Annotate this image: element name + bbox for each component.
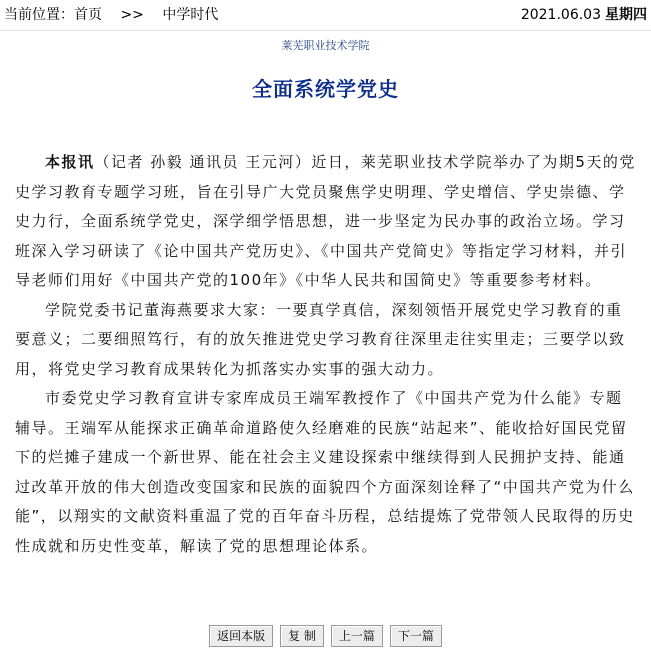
previous-article-button[interactable]: 上一篇 [331, 625, 383, 647]
breadcrumb-section[interactable]: 中学时代 [162, 7, 219, 23]
paper-name: 莱芜职业技术学院 [281, 39, 370, 52]
breadcrumb-location[interactable]: 当前位置：首页 [4, 7, 102, 23]
article-lead: 本报讯 [45, 153, 95, 171]
article-paragraph-3: 市委党史学习教育宣讲专家库成员王端军教授作了《中国共产党为什么能》专题辅导。王端军从能探求正确革命道路使久经磨难的民族“站起来”、能收拾好国民党留下的烂摊子建成一个新世界、能在社会主义建设探索中继续得到人民拥护支持、能通过改革开放的伟大创造改变国家和民族的面貌四个方面深刻诠释了“中国共产党为什么能”，以翔实的文献资料重温了党的百年奋斗历程，总结提炼了党带领人民取得的历史性成就和历史性变革，解读了党的思想理论体系。 [15, 389, 635, 555]
next-article-button[interactable]: 下一篇 [390, 625, 442, 647]
article-paragraph-1 [15, 148, 637, 296]
article-paragraph-1-text: （记者 孙毅 通讯员 王元河）近日，莱芜职业技术学院举办了为期5天的党史学习教育专题学习班，旨在引导广大党员聚焦学史明理、学史增信、学史崇德、学史力行，全面系统学党史，深学细学悟思想，进一步坚定为民办事的政治立场。学习班深入学习研读了《论中国共产党历史》、《中国共产党简史》等指定学习材料，并引导老师们用好《中国共产党的100年》《中华人民共和国简史》等重要参考材料。 [15, 153, 636, 289]
article-nav-buttons [0, 625, 651, 647]
date-value: 2021.06.03 [520, 7, 601, 23]
top-bar [0, 0, 651, 31]
date-weekday: 星期四 [605, 7, 647, 23]
breadcrumb [4, 0, 218, 31]
back-to-page-button[interactable]: 返回本版 [209, 625, 273, 647]
date-display [521, 0, 647, 31]
copy-button[interactable]: 复 制 [280, 625, 324, 647]
article-body [15, 148, 637, 561]
article-paragraph-2: 学院党委书记董海燕要求大家：一要真学真信，深刻领悟开展党史学习教育的重要意义；二要细照笃行，有的放矢推进党史学习教育往深里走往实里走；三要学以致用，将党史学习教育成果转化为抓落实办实事的强大动力。 [15, 300, 626, 378]
article-title: 全面系统学党史 [252, 77, 399, 101]
breadcrumb-separator: >> [120, 7, 144, 23]
